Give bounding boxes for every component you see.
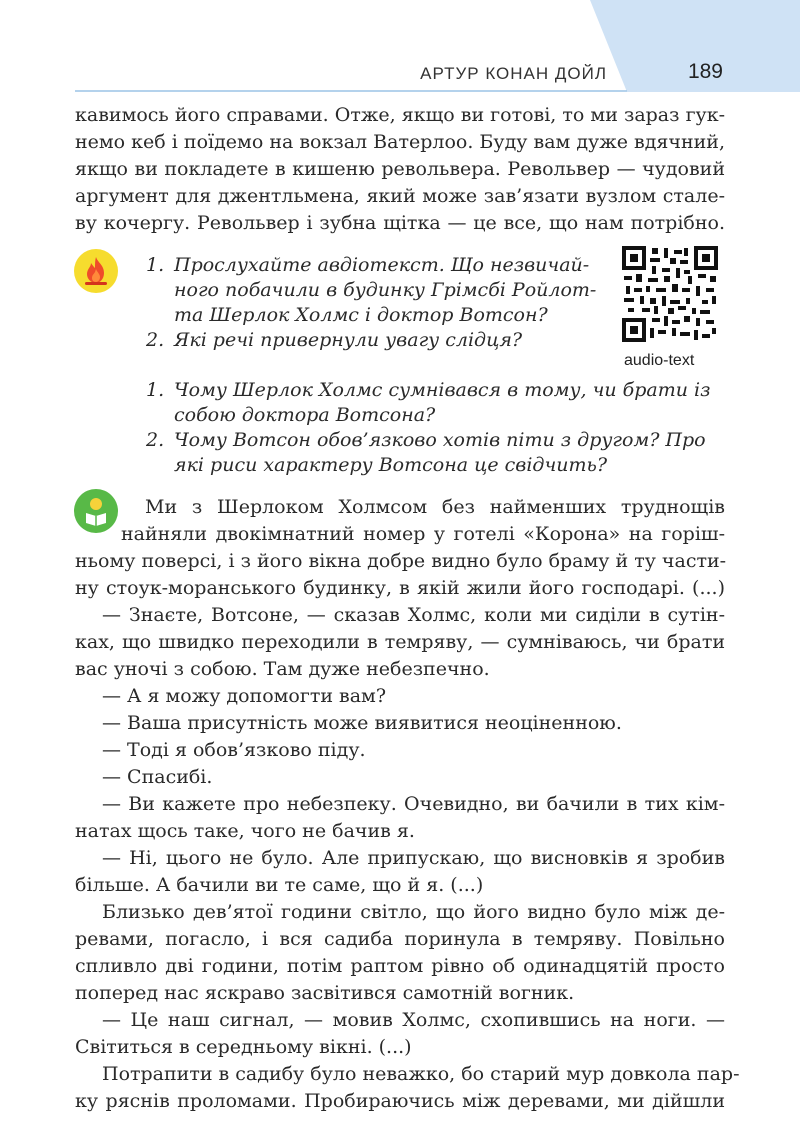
text-line: Світиться в середньому вікні. (...) (75, 1036, 412, 1058)
reading-paragraph-2 (75, 602, 725, 683)
reading-paragraph-11 (75, 1061, 740, 1115)
text-line: — Ні, цього не було. Але припускаю, що висновків я зробив (102, 847, 725, 869)
text-line: — Ваша присутність може виявитися неоціненною. (102, 712, 622, 734)
question-line: які риси характеру Вотсона це свідчить? (174, 454, 608, 476)
text-line: вас уночі з собою. Там дуже небезпечно. (75, 658, 490, 680)
question-number: 2. (146, 429, 165, 451)
text-line: найняли двокімнатний номер у готелі «Корона» на горіш- (121, 523, 725, 545)
text-line: немо кеб і поїдемо на вокзал Ватерлоо. Буду вам дуже вдячний, (75, 131, 725, 153)
intro-paragraph (75, 102, 725, 237)
reading-paragraph-10 (75, 1007, 725, 1061)
reading-paragraph-3 (75, 683, 725, 710)
text-line: натах щось таке, чого не бачив я. (75, 820, 415, 842)
text-line: більше. А бачили ви те саме, що й я. (...) (75, 874, 484, 896)
question-group-one (146, 253, 596, 353)
text-line: — Тоді я обов’язково піду. (102, 739, 366, 761)
question-line: ного побачили в будинку Грімсбі Ройлот- (174, 279, 597, 301)
text-line: ревами, погасло, і вся садиба поринула в темряву. Повільно (75, 928, 725, 950)
question-line: Чому Шерлок Холмс сумнівався в тому, чи брати із (174, 379, 711, 401)
question-line: Прослухайте авдіотекст. Що незвичай- (174, 254, 590, 276)
page-number: 189 (687, 60, 723, 83)
text-line: ву кочергу. Револьвер і зубна щітка — це все, що нам потрібно. (75, 212, 725, 234)
text-line: Ми з Шерлоком Холмсом без найменших труднощів (145, 496, 725, 518)
text-line: спливло дві години, потім раптом рівно об одинадцятій просто (75, 955, 725, 977)
text-line: Потрапити в садибу було неважко, бо старий мур довкола пар- (102, 1063, 740, 1085)
question-group-two (146, 378, 710, 478)
reading-paragraph-8 (75, 845, 725, 899)
text-line: аргумент для джентльмена, який може зав’язати вузлом стале- (75, 185, 725, 207)
question-line: собою доктора Вотсона? (174, 404, 436, 426)
reading-paragraph-5 (75, 737, 725, 764)
reading-paragraph-6 (75, 764, 725, 791)
text-line: ку ряснів проломами. Пробираючись між деревами, ми дійшли (75, 1090, 725, 1112)
text-line: ньому поверсі, і з його вікна добре видно було браму й ту части- (75, 550, 727, 572)
question-number: 1. (146, 379, 165, 401)
qr-code[interactable] (622, 246, 718, 342)
text-line: Близько дев’ятої години світло, що його видно було між де- (102, 901, 725, 923)
text-line: ну стоук-моранського будинку, в якій жили його господарі. (...) (75, 577, 725, 599)
text-line: — А я можу допомогти вам? (102, 685, 387, 707)
text-line: кавимось його справами. Отже, якщо ви готові, то ми зараз гук- (75, 104, 725, 126)
question-number: 2. (146, 329, 165, 351)
text-line: — Ви кажете про небезпеку. Очевидно, ви бачили в тих кім- (102, 793, 725, 815)
text-line: — Знаєте, Вотсоне, — сказав Холмс, коли ми сиділи в сутін- (102, 604, 725, 626)
text-line: ках, що швидко переходили в темряву, — сумніваюсь, чи брати (75, 631, 725, 653)
question-line: Чому Вотсон обов’язково хотів піти з другом? Про (174, 429, 706, 451)
header-bar (0, 0, 800, 92)
text-line: — Це наш сигнал, — мовив Холмс, схопившись на ноги. — (102, 1009, 725, 1031)
text-line: поперед нас яскраво засвітився самотній вогник. (75, 982, 575, 1004)
question-item (146, 253, 596, 278)
fire-icon (74, 249, 118, 297)
reading-paragraph-4 (75, 710, 725, 737)
reading-paragraph-1 (75, 494, 725, 602)
question-item (146, 378, 710, 403)
running-head: АРТУР КОНАН ДОЙЛ (420, 64, 607, 83)
qr-caption: audio-text (624, 352, 695, 369)
question-number: 1. (146, 254, 165, 276)
question-item (146, 428, 710, 453)
question-line: Які речі привернули увагу слідця? (174, 329, 523, 351)
reading-paragraph-9 (75, 899, 725, 1007)
question-line: та Шерлок Холмс і доктор Вотсон? (174, 304, 548, 326)
text-line: — Спасибі. (102, 766, 213, 788)
question-item (146, 328, 596, 353)
text-line: якщо ви покладете в кишеню револьвера. Револьвер — чудовий (75, 158, 725, 180)
reading-paragraph-7 (75, 791, 725, 845)
